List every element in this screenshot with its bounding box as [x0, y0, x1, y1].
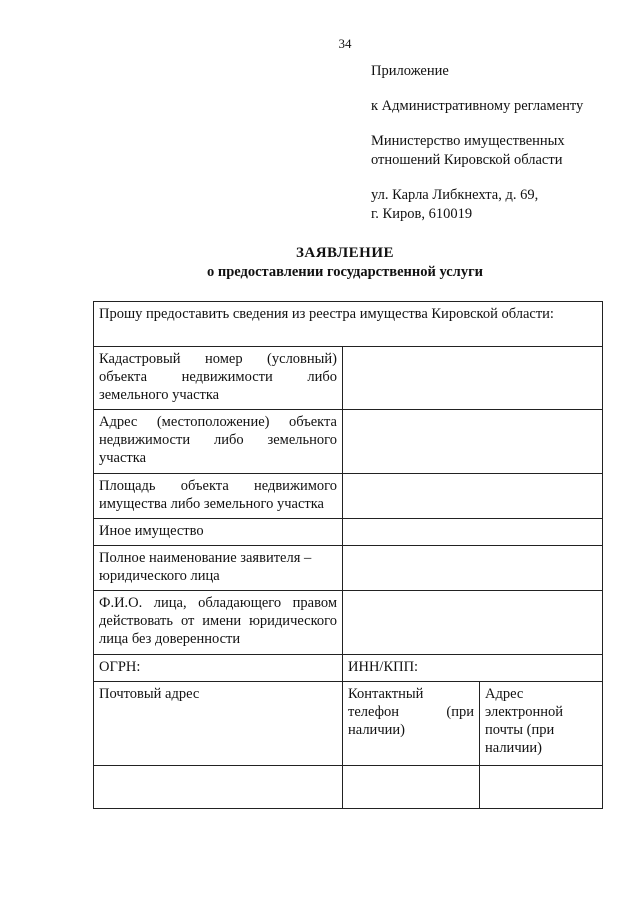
- page-number: 34: [338, 36, 352, 51]
- ogrn-label: ОГРН:: [99, 659, 141, 675]
- table-row: [94, 474, 603, 519]
- document-title: [0, 244, 640, 282]
- area-label: Площадь объекта недвижимого имущества либо земельного участка: [94, 474, 343, 519]
- table-row: [94, 591, 603, 655]
- title-subtitle: о предоставлении государственной услуги: [206, 264, 484, 280]
- object-address-field[interactable]: [343, 410, 603, 474]
- table-row: [94, 655, 603, 682]
- ogrn-field[interactable]: [94, 655, 343, 682]
- ministry-address-line2: г. Киров, 610019: [371, 206, 473, 222]
- table-row: [94, 519, 603, 546]
- postal-address-field[interactable]: [94, 766, 343, 809]
- other-property-label: Иное имущество: [94, 519, 343, 546]
- addressee-block: [371, 62, 631, 224]
- authorized-person-label: Ф.И.О. лица, обладающего правом действовать от имени юридического лица без доверенности: [94, 591, 343, 655]
- postal-address-label: Почтовый адрес: [94, 682, 343, 766]
- inn-kpp-field[interactable]: [343, 655, 603, 682]
- contact-phone-field[interactable]: [343, 766, 480, 809]
- form-intro-row: [94, 302, 603, 347]
- email-label: Адрес электронной почты (при наличии): [480, 682, 603, 766]
- applicant-name-label: Полное наименование заявителя – юридического лица: [94, 546, 343, 591]
- area-field[interactable]: [343, 474, 603, 519]
- table-row: [94, 766, 603, 809]
- other-property-field[interactable]: [343, 519, 603, 546]
- table-row: [94, 546, 603, 591]
- object-address-label: Адрес (местоположение) объекта недвижимости либо земельного участка: [94, 410, 343, 474]
- cadastral-number-field[interactable]: [343, 347, 603, 410]
- regulation-reference: к Административному регламенту: [371, 98, 584, 114]
- ministry-name-line1: Министерство имущественных: [371, 133, 565, 149]
- title-main: ЗАЯВЛЕНИЕ: [295, 245, 395, 261]
- ministry-address-line1: ул. Карла Либкнехта, д. 69,: [371, 187, 539, 203]
- applicant-name-field[interactable]: [343, 546, 603, 591]
- inn-kpp-label: ИНН/КПП:: [348, 659, 419, 675]
- ministry-name-line2: отношений Кировской области: [371, 152, 563, 168]
- authorized-person-field[interactable]: [343, 591, 603, 655]
- application-form-table: [93, 301, 603, 809]
- table-row: [94, 347, 603, 410]
- table-row: [94, 410, 603, 474]
- email-field[interactable]: [480, 766, 603, 809]
- table-row: [94, 682, 603, 766]
- cadastral-number-label: Кадастровый номер (условный) объекта недвижимости либо земельного участка: [94, 347, 343, 410]
- appendix-label: Приложение: [371, 63, 449, 79]
- contact-phone-label: Контактный телефон (при наличии): [343, 682, 480, 766]
- form-intro-text: Прошу предоставить сведения из реестра имущества Кировской области:: [94, 302, 603, 347]
